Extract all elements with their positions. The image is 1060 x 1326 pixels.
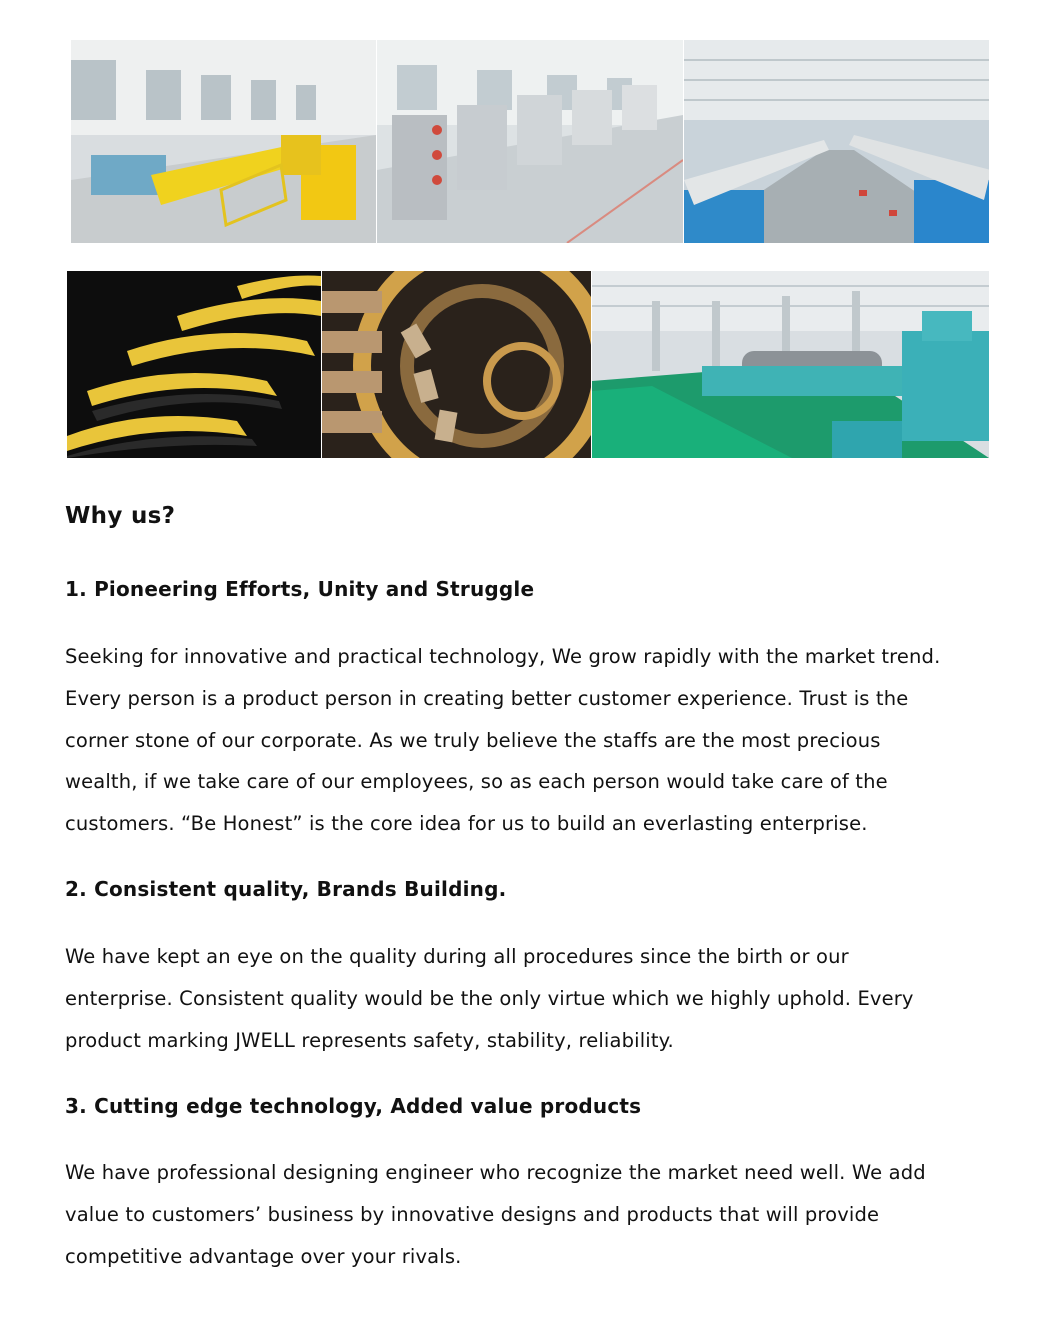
body-line: We have professional designing engineer who recognize the market need well. We add [65,1161,926,1184]
body-line: corner stone of our corporate. As we truly believe the staffs are the most precious [65,728,881,752]
section-body-pioneering [65,636,940,845]
section-body-technology [65,1152,926,1277]
gear-bearing-closeup-icon [321,271,591,458]
body-line: Every person is a product person in creating better customer experience. Trust is the [65,686,909,710]
body-line: customers. “Be Honest” is the core idea for us to build an everlasting enterprise. [65,812,868,836]
factory-floor-yellow-machines-icon [71,40,376,243]
body-line: Seeking for innovative and practical technology, We grow rapidly with the market trend. [65,645,941,668]
photo-strip-bottom [67,271,989,458]
body-line: product marking JWELL represents safety, stability, reliability. [65,1028,674,1052]
section-title-technology: 3. Cutting edge technology, Added value products [65,1094,642,1118]
roller-machines-row-icon [376,40,683,243]
screw-closeup-icon [67,271,321,458]
green-floor-workshop-icon [591,271,989,458]
body-line: wealth, if we take care of our employees, so as each person would take care of the [65,770,888,794]
section-body-quality [65,936,914,1061]
body-line: enterprise. Consistent quality would be the only virtue which we highly uphold. Every [65,986,914,1010]
pipe-extrusion-line-icon [683,40,989,243]
section-title-pioneering: 1. Pioneering Efforts, Unity and Struggle [65,577,535,601]
page-title: Why us? [65,503,176,529]
photo-strip-top [71,40,989,243]
body-line: competitive advantage over your rivals. [65,1244,462,1268]
body-line: value to customers’ business by innovative designs and products that will provide [65,1202,880,1226]
section-title-quality: 2. Consistent quality, Brands Building. [65,877,507,901]
body-line: We have kept an eye on the quality during all procedures since the birth or our [65,945,849,968]
